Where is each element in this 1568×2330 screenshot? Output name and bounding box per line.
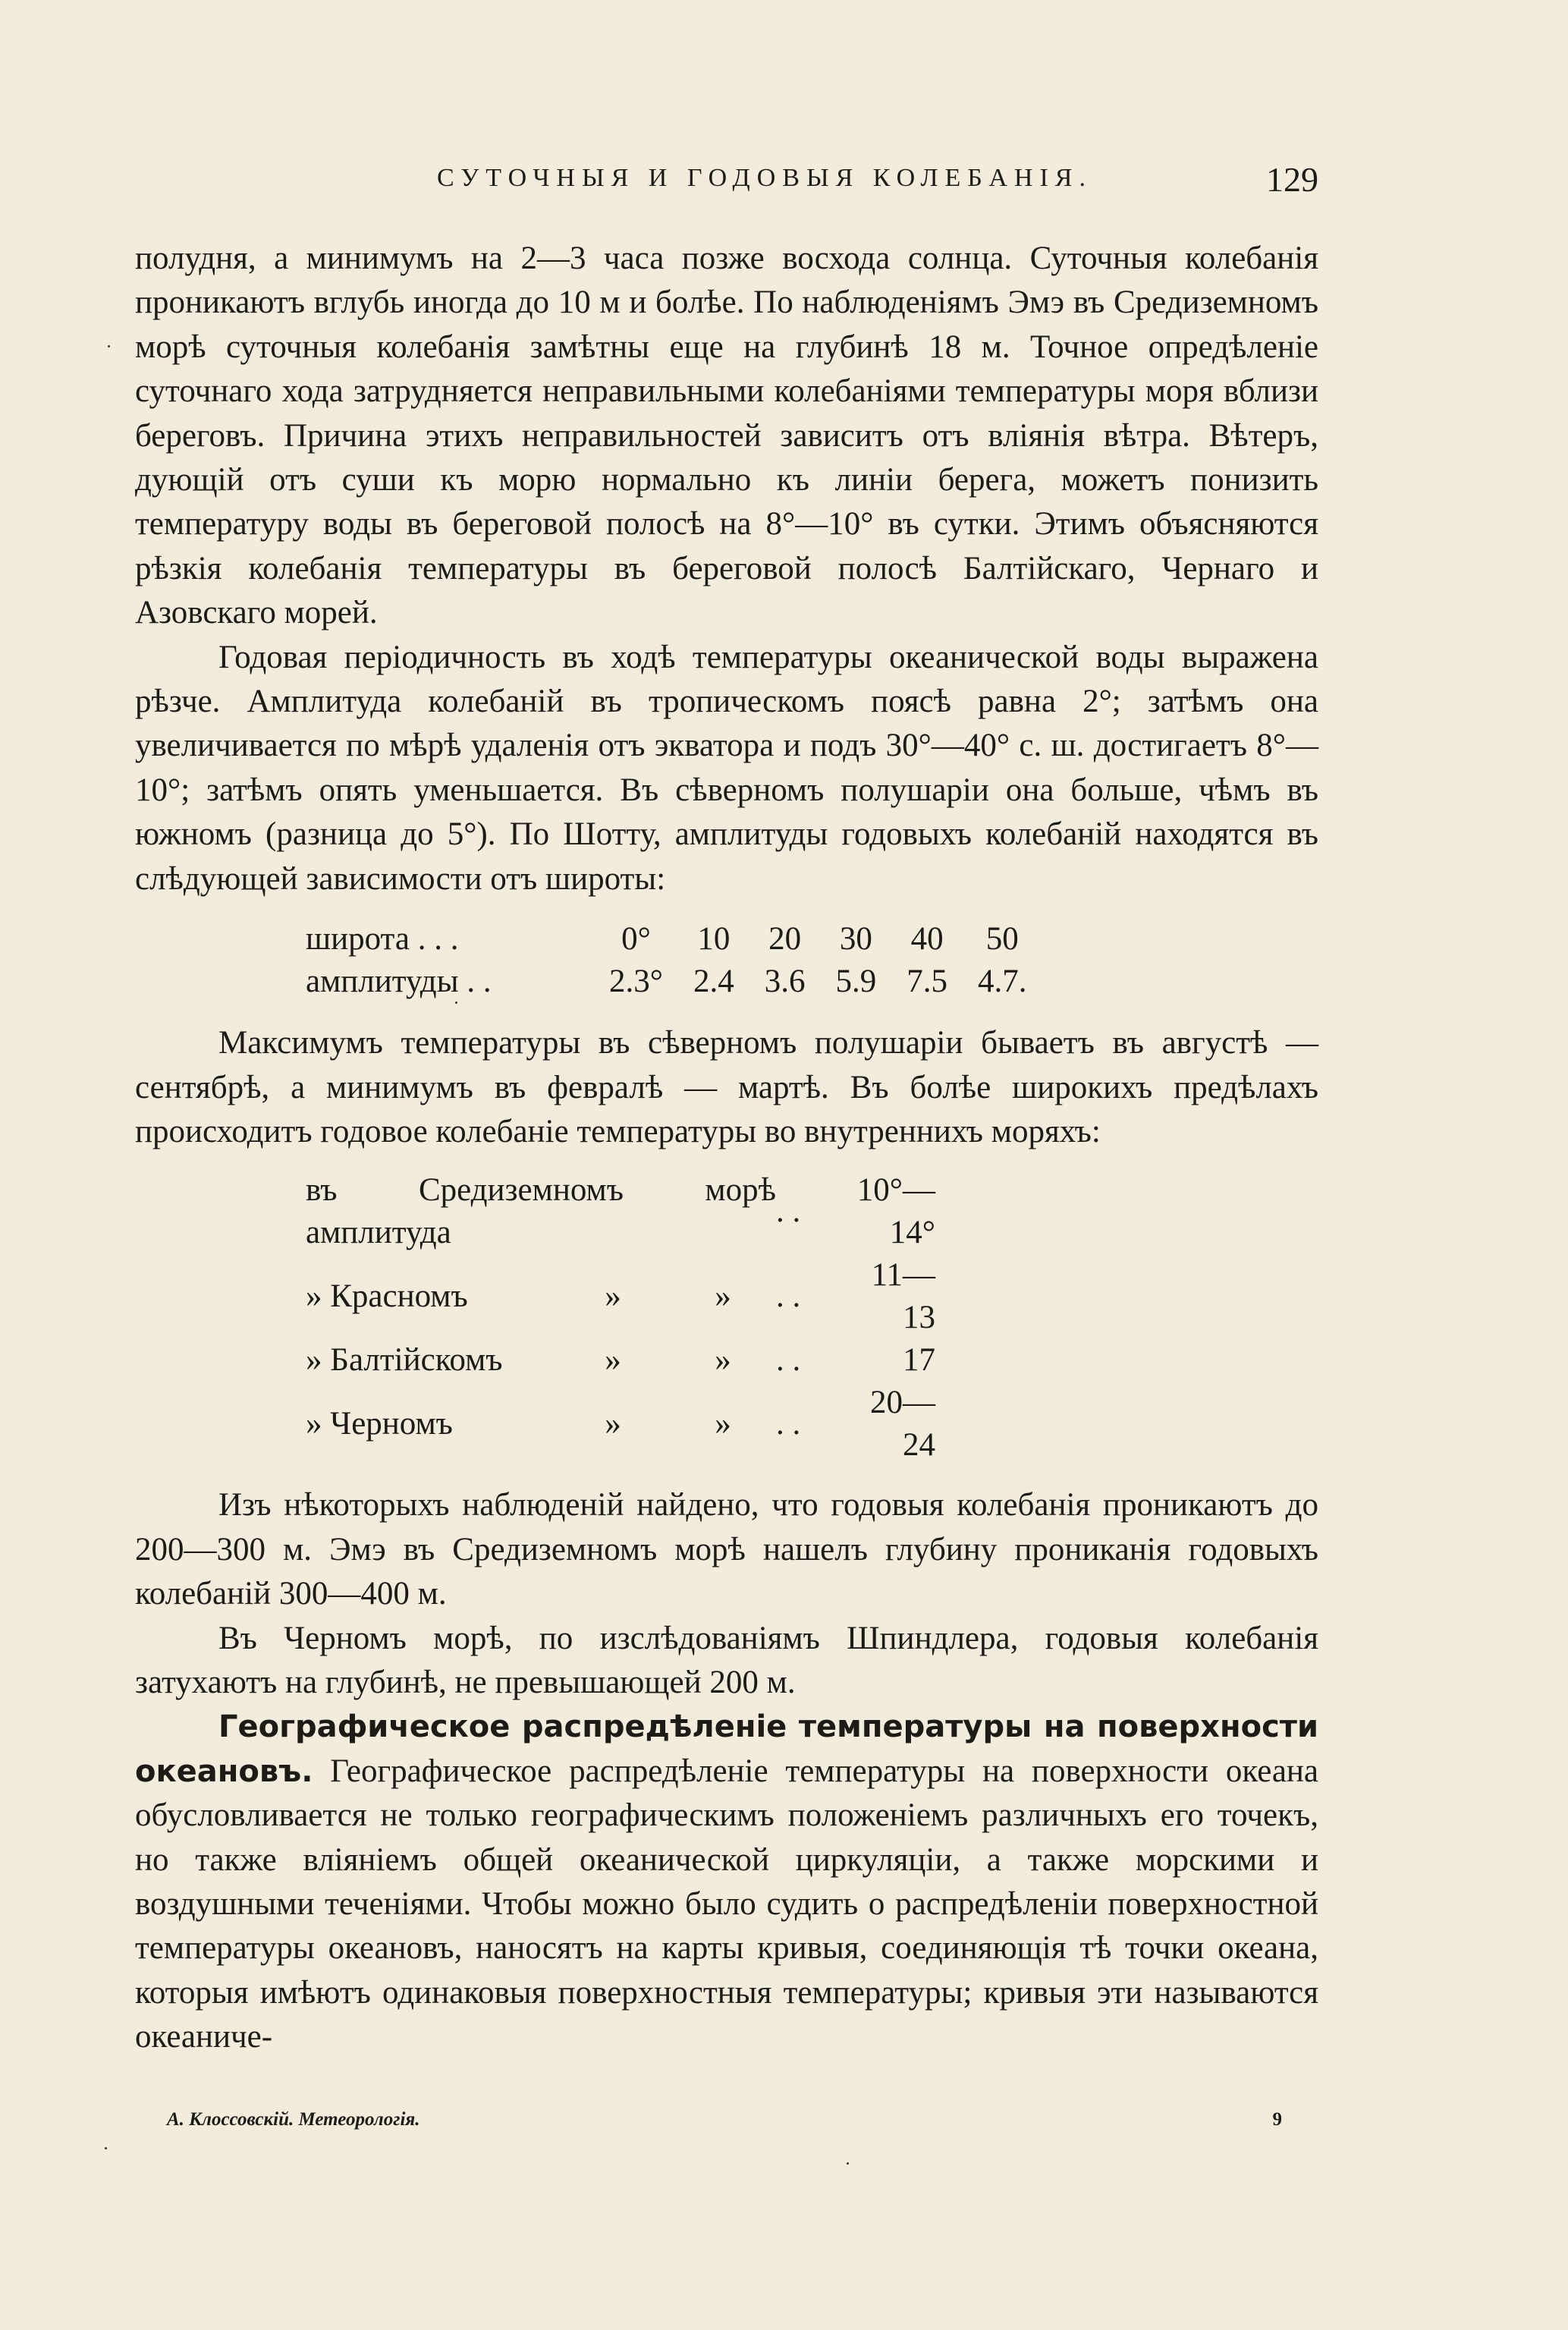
leader-dots: . . bbox=[776, 1193, 801, 1230]
table-cell: 0° bbox=[621, 921, 651, 957]
inland-seas-table bbox=[306, 1169, 935, 1467]
table-cell: 2.4 bbox=[693, 964, 734, 1000]
table-row bbox=[306, 1382, 935, 1467]
table-cell: 3.6 bbox=[764, 964, 806, 1000]
ditto-mark: » bbox=[715, 1342, 731, 1379]
paragraph-4: Изъ нѣкоторыхъ наблюденій найдено, что годовыя колебанія проникаютъ до 200—300 м. Эмэ въ Средиземномъ морѣ нашелъ глубину прониканія годовыхъ колебаній 300—400 м. bbox=[135, 1487, 1318, 1612]
amplitude-value: 17 bbox=[903, 1342, 935, 1379]
table-cell: 2.3° bbox=[609, 964, 663, 1000]
table-cell: 10 bbox=[697, 921, 731, 957]
row-label: амплитуды . . bbox=[306, 964, 492, 1000]
latitude-amplitude-table bbox=[306, 918, 1042, 1003]
ditto-mark: » bbox=[715, 1278, 731, 1315]
table-cell: 20 bbox=[768, 921, 802, 957]
table-cell: 50 bbox=[985, 921, 1019, 957]
sea-name: » Красномъ bbox=[306, 1278, 468, 1315]
paragraph-3: Максимумъ температуры въ сѣверномъ полушаріи бываетъ въ августѣ — сентябрѣ, а минимумъ въ февралѣ — мартѣ. Въ болѣе широкихъ предѣлахъ происходитъ годовое колебаніе температуры во внутреннихъ моряхъ: bbox=[135, 1025, 1318, 1149]
leader-dots: . . bbox=[776, 1342, 801, 1379]
section-heading: Географическое распредѣленіе температуры на поверхности океановъ. bbox=[135, 1709, 1318, 1789]
page-footer bbox=[167, 2109, 1282, 2130]
table-cell: 4.7. bbox=[977, 964, 1027, 1000]
table-row bbox=[306, 918, 1042, 961]
amplitude-value: 10°—14° bbox=[856, 1172, 935, 1251]
paper-speck bbox=[105, 2147, 107, 2149]
sea-name: въ Средиземномъ морѣ амплитуда bbox=[306, 1172, 776, 1251]
section-text: Географическое распредѣленіе температуры на поверхности океана обусловливается не только географическимъ положеніемъ различныхъ его точекъ, но также вліяніемъ общей океанической циркуляціи, а также морскими и воздушными теченіями. Чтобы можно было судить о распредѣленіи поверхностной температуры океановъ, наносятъ на карты кривыя, соединяющія тѣ точки океана, которыя имѣютъ одинаковыя поверхностныя температуры; кривыя эти называются океаниче- bbox=[135, 1753, 1319, 2055]
table-row bbox=[306, 1339, 935, 1382]
table-cell: 5.9 bbox=[835, 964, 877, 1000]
leader-dots: . . bbox=[776, 1406, 801, 1442]
sea-name: » Черномъ bbox=[306, 1406, 453, 1442]
section-paragraph bbox=[135, 1705, 1318, 2059]
running-title: СУТОЧНЫЯ И ГОДОВЫЯ КОЛЕБАНІЯ. bbox=[437, 164, 1092, 192]
paragraph-2: Годовая періодичность въ ходѣ температуры океанической воды выражена рѣзче. Амплитуда колебаній въ тропическомъ поясѣ равна 2°; затѣмъ она увеличивается по мѣрѣ удаленія отъ экватора и подъ 30°—40° с. ш. достигаетъ 8°—10°; затѣмъ опять уменьшается. Въ сѣверномъ полушаріи она больше, чѣмъ въ южномъ (разница до 5°). По Шотту, амплитуды годовыхъ колебаній находятся въ слѣдующей зависимости отъ широты: bbox=[135, 639, 1318, 897]
paper-speck bbox=[108, 345, 110, 347]
ditto-mark: » bbox=[605, 1342, 621, 1379]
page-number: 129 bbox=[1266, 160, 1318, 199]
table-row bbox=[306, 961, 1042, 1003]
table-row bbox=[306, 1169, 935, 1254]
leader-dots: . . bbox=[776, 1278, 801, 1315]
table-cell: 7.5 bbox=[907, 964, 947, 1000]
body-text bbox=[135, 237, 1318, 2060]
paragraph-5: Въ Черномъ морѣ, по изслѣдованіямъ Шпиндлера, годовыя колебанія затухаютъ на глубинѣ, не превышающей 200 м. bbox=[135, 1620, 1318, 1700]
ditto-mark: » bbox=[605, 1278, 621, 1315]
paper-speck bbox=[455, 1001, 457, 1004]
amplitude-value: 20—24 bbox=[870, 1385, 935, 1464]
paragraph-1: полудня, а минимумъ на 2—3 часа позже восхода солнца. Суточныя колебанія проникаютъ вглубь иногда до 10 м и болѣе. По наблюденіямъ Эмэ въ Средиземномъ морѣ суточныя колебанія замѣтны еще на глубинѣ 18 м. Точное опредѣленіе суточнаго хода затрудняется неправильными колебаніями температуры моря вблизи береговъ. Причина этихъ неправильностей зависитъ отъ вліянія вѣтра. Вѣтеръ, дующій отъ суши къ морю нормально къ линіи берега, можетъ понизить температуру воды въ береговой полосѣ на 8°—10° въ сутки. Этимъ объясняются рѣзкія колебанія температуры въ береговой полосѣ Балтійскаго, Чернаго и Азовскаго морей. bbox=[135, 241, 1318, 631]
table-cell: 40 bbox=[910, 921, 944, 957]
author-title-line: А. Клоссовскій. Метеорологія. bbox=[167, 2109, 420, 2130]
page-header bbox=[135, 160, 1318, 206]
sea-name: » Балтійскомъ bbox=[306, 1342, 503, 1379]
ditto-mark: » bbox=[715, 1406, 731, 1442]
paper-speck bbox=[847, 2162, 849, 2165]
table-row bbox=[306, 1254, 935, 1339]
ditto-mark: » bbox=[605, 1406, 621, 1442]
amplitude-value: 11—13 bbox=[871, 1257, 935, 1336]
row-label: широта . . . bbox=[306, 921, 459, 957]
signature-mark: 9 bbox=[1272, 2109, 1282, 2130]
table-cell: 30 bbox=[839, 921, 872, 957]
